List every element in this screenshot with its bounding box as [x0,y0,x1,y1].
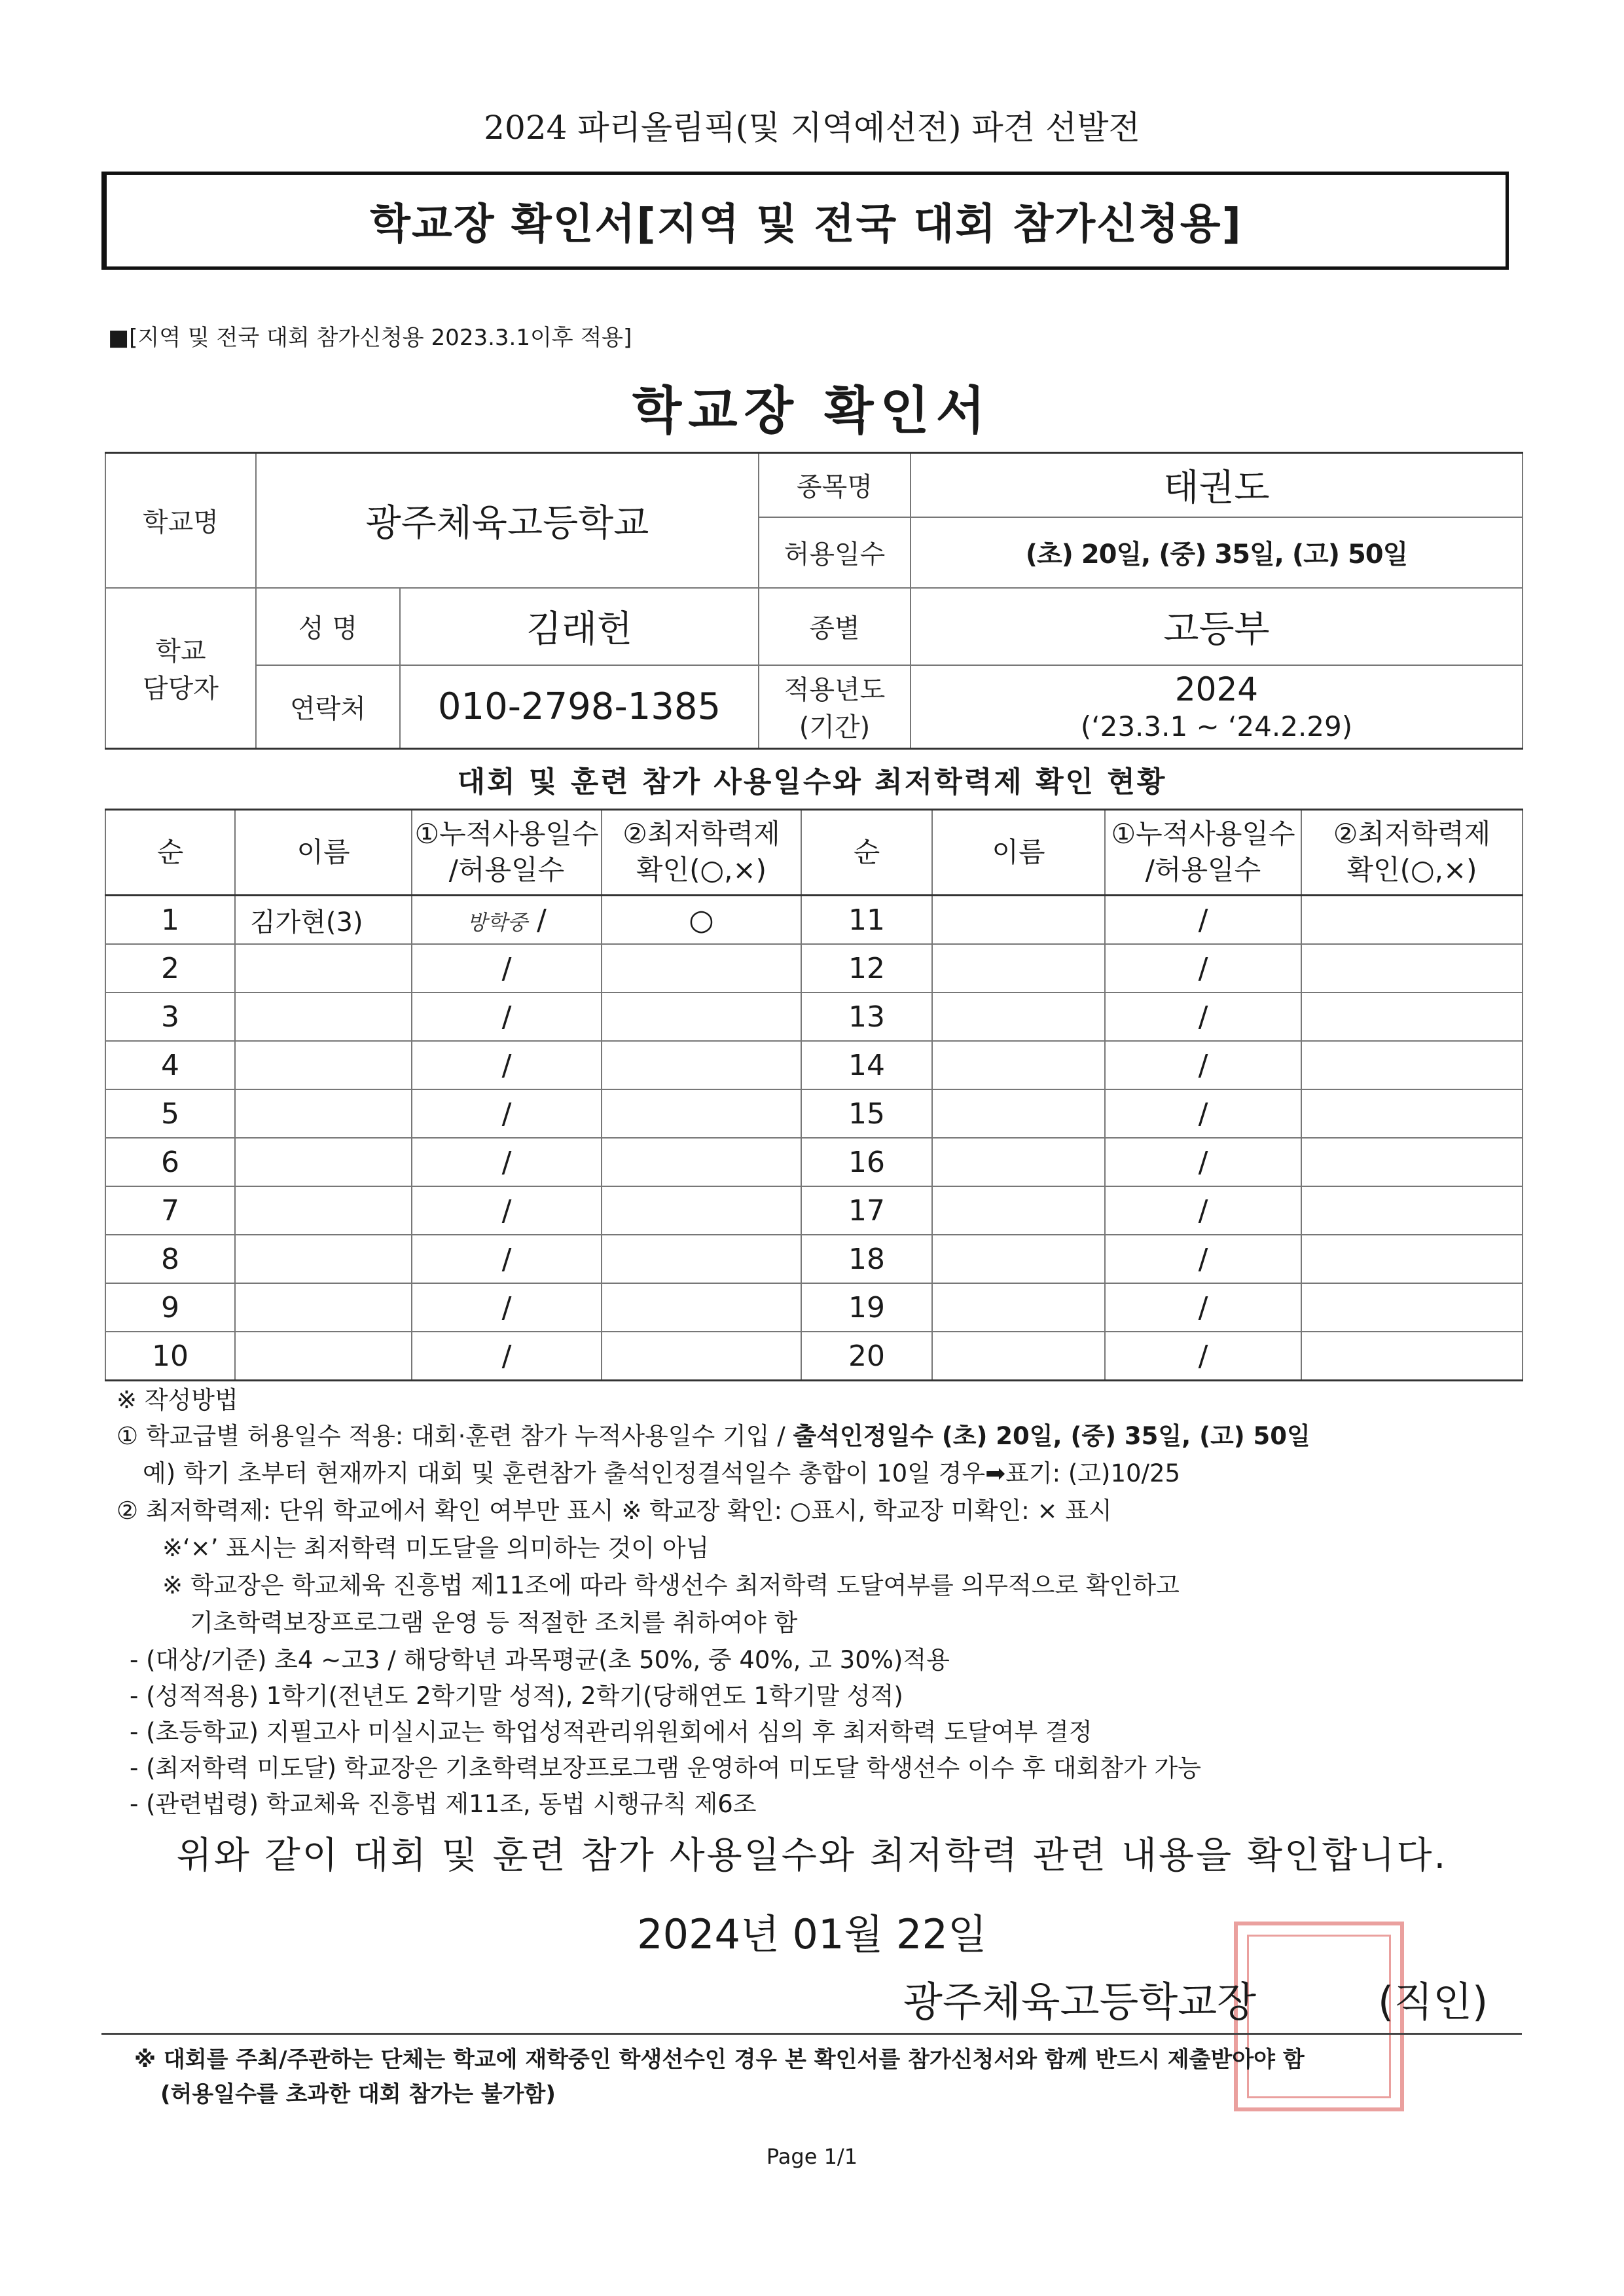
row-no: 3 [105,993,235,1041]
row-no: 8 [105,1235,235,1283]
row-no: 5 [105,1089,235,1138]
phone-label: 연락처 [256,665,400,749]
row-used-days-2: / [1105,1283,1301,1332]
used-days-slash: / [501,1339,512,1373]
row-name [235,993,412,1041]
header-min-line2-2: 확인(○,×) [1346,854,1477,886]
row-name-2 [932,993,1105,1041]
header-used-days [412,810,602,896]
row-used-days [412,1138,602,1186]
name-label: 성 명 [256,588,400,665]
school-label: 학교명 [105,453,256,588]
year-label-line2: (기간) [799,712,871,743]
row-name-2 [932,896,1105,945]
header-used-line2-2: /허용일수 [1145,854,1261,886]
header-no-2: 순 [801,810,932,896]
row-no-2: 14 [801,1041,932,1089]
footer-note-line2: (허용일수를 초과한 대회 참가는 불가함) [160,2081,556,2107]
division-value: 고등부 [911,588,1523,665]
row-min-check-2 [1301,1089,1523,1138]
athlete-table [105,809,1523,1381]
row-no-2: 12 [801,944,932,993]
row-used-days-2: / [1105,896,1301,945]
year-label-line1: 적용년도 [784,675,886,706]
table-row [105,944,1523,993]
row-no-2: 20 [801,1332,932,1381]
school-value: 광주체육고등학교 [256,453,759,588]
applicability-note: ■[지역 및 전국 대회 참가신청용 2023.3.1이후 적용] [108,325,632,351]
row-used-days-2: / [1105,1089,1301,1138]
allowed-days-value: (초) 20일, (중) 35일, (고) 50일 [911,517,1523,588]
section-title: 대회 및 훈련 참가 사용일수와 최저학력제 확인 현황 [457,765,1167,799]
row-min-check-2 [1301,993,1523,1041]
row-name-2 [932,1283,1105,1332]
instruction-line-5: ※ 학교장은 학교체육 진흥법 제11조에 따라 학생선수 최저학력 도달여부를 의무적으로 확인하고 [162,1571,1180,1599]
contact-label [105,588,256,749]
row-name-2 [932,1138,1105,1186]
row-no: 10 [105,1332,235,1381]
header-name-2: 이름 [932,810,1105,896]
boxed-title: 학교장 확인서[지역 및 전국 대회 참가신청용] [101,172,1509,270]
row-name: 김가현(3) [235,896,412,945]
row-min-check [602,944,801,993]
name-value: 김래헌 [400,588,759,665]
row-name-2 [932,1041,1105,1089]
row-name-2 [932,1332,1105,1381]
row-used-days [412,1186,602,1235]
row-min-check [602,1332,801,1381]
sport-label: 종목명 [759,453,911,517]
row-name [235,1138,412,1186]
table-row [105,1332,1523,1381]
row-min-check-2 [1301,896,1523,945]
instruction-line-4: ※‘×’ 표시는 최저학력 미도달을 의미하는 것이 아님 [162,1534,710,1562]
used-days-handwriting: 방학중 [467,909,528,935]
instruction-line-2: 예) 학기 초부터 현재까지 대회 및 훈련참가 출석인정결석일수 총합이 10일 경우➡표기: (고)10/25 [143,1459,1181,1487]
instruction-line-8: - (성적적용) 1학기(전년도 2학기말 성적), 2학기(당해연도 1학기말 성적) [130,1682,903,1710]
row-name [235,1186,412,1235]
row-name [235,1283,412,1332]
row-name-2 [932,1235,1105,1283]
row-used-days [412,1283,602,1332]
header-min-line2: 확인(○,×) [636,854,767,886]
row-min-check-2 [1301,1041,1523,1089]
signing-date: 2024년 01월 22일 [637,1910,987,1958]
header-name: 이름 [235,810,412,896]
document-title: 학교장 확인서 [632,382,992,441]
used-days-slash: / [536,903,547,937]
row-min-check [602,993,801,1041]
row-name [235,944,412,993]
instruction-line-1-bold: 출석인정일수 (초) 20일, (중) 35일, (고) 50일 [793,1422,1310,1450]
phone-value: 010-2798-1385 [400,665,759,749]
row-name [235,1332,412,1381]
used-days-slash: / [501,1242,512,1276]
table-row [105,1089,1523,1138]
division-label: 종별 [759,588,911,665]
table-row [105,896,1523,945]
row-used-days [412,1089,602,1138]
row-used-days [412,993,602,1041]
table-row [105,1041,1523,1089]
instruction-line-1 [117,1416,1310,1451]
row-min-check [602,1186,801,1235]
header-used-line1: ①누적사용일수 [414,818,599,850]
row-no: 1 [105,896,235,945]
row-name-2 [932,1089,1105,1138]
row-no: 4 [105,1041,235,1089]
row-used-days [412,896,602,945]
row-used-days [412,944,602,993]
sport-value: 태권도 [911,453,1523,517]
instruction-line-3: ② 최저학력제: 단위 학교에서 확인 여부만 표시 ※ 학교장 확인: ○표시, 학교장 미확인: × 표시 [117,1497,1112,1525]
year-label [759,665,911,749]
footer-note [134,2043,1305,2111]
row-no-2: 16 [801,1138,932,1186]
principal-signature: 광주체육고등학교장 [903,1978,1257,2026]
used-days-slash: / [501,1000,512,1034]
row-name-2 [932,1186,1105,1235]
row-min-check-2 [1301,1138,1523,1186]
top-title: 2024 파리올림픽(및 지역예선전) 파견 선발전 [484,109,1140,147]
header-min-line1: ②최저학력제 [623,818,780,850]
row-min-check-2 [1301,1332,1523,1381]
row-no-2: 11 [801,896,932,945]
instruction-line-6: 기초학력보장프로그램 운영 등 적절한 조치를 취하여야 함 [190,1609,798,1637]
used-days-slash: / [501,1097,512,1131]
instruction-line-9: - (초등학교) 지필고사 미실시교는 학업성적관리위원회에서 심의 후 최저학력 도달여부 결정 [130,1718,1092,1746]
row-name-2 [932,944,1105,993]
header-used-line2: /허용일수 [448,854,565,886]
info-table [105,452,1523,750]
row-no-2: 17 [801,1186,932,1235]
row-min-check [602,1138,801,1186]
row-used-days [412,1041,602,1089]
instructions-title: ※ 작성방법 [117,1386,238,1414]
footer-note-line1: ※ 대회를 주최/주관하는 단체는 학교에 재학중인 학생선수인 경우 본 확인서를 참가신청서와 함께 반드시 제출받아야 함 [134,2047,1305,2073]
table-row [105,1186,1523,1235]
used-days-slash: / [501,1194,512,1228]
page-number: Page 1/1 [766,2144,858,2169]
row-no: 9 [105,1283,235,1332]
header-used-line1-2: ①누적사용일수 [1111,818,1295,850]
row-no: 2 [105,944,235,993]
row-used-days [412,1332,602,1381]
row-no-2: 15 [801,1089,932,1138]
row-used-days-2: / [1105,944,1301,993]
footer-divider [101,2033,1522,2035]
row-min-check [602,1089,801,1138]
row-used-days-2: / [1105,1041,1301,1089]
row-min-check [602,1041,801,1089]
row-min-check-2 [1301,1186,1523,1235]
contact-label-line2: 담당자 [143,674,219,704]
instruction-line-11: - (관련법령) 학교체육 진흥법 제11조, 동법 시행규칙 제6조 [130,1790,757,1818]
row-name [235,1089,412,1138]
header-min-achievement [602,810,801,896]
header-used-days-2 [1105,810,1301,896]
year-value-year: 2024 [1174,670,1259,708]
instruction-line-1-text: ① 학교급별 허용일수 적용: 대회·훈련 참가 누적사용일수 기입 / [117,1422,793,1450]
allowed-days-label: 허용일수 [759,517,911,588]
row-min-check-2 [1301,944,1523,993]
row-no: 6 [105,1138,235,1186]
table-row [105,1235,1523,1283]
table-row [105,993,1523,1041]
header-min-line1-2: ②최저학력제 [1333,818,1491,850]
header-no: 순 [105,810,235,896]
row-min-check [602,1283,801,1332]
header-min-achievement-2 [1301,810,1523,896]
row-used-days-2: / [1105,1186,1301,1235]
row-min-check: ○ [602,896,801,945]
row-used-days-2: / [1105,1332,1301,1381]
confirmation-statement: 위와 같이 대회 및 훈련 참가 사용일수와 최저학력 관련 내용을 확인합니다. [176,1834,1448,1877]
row-name [235,1041,412,1089]
used-days-slash: / [501,1290,512,1324]
row-no-2: 13 [801,993,932,1041]
table-row [105,1283,1523,1332]
year-value-period: (‘23.3.1 ~ ‘24.2.29) [1080,710,1353,743]
row-no-2: 19 [801,1283,932,1332]
used-days-slash: / [501,1145,512,1179]
table-header-row [105,810,1523,896]
used-days-slash: / [501,951,512,985]
row-used-days [412,1235,602,1283]
row-no: 7 [105,1186,235,1235]
row-min-check-2 [1301,1235,1523,1283]
seal-label: (직인) [1378,1978,1489,2026]
table-row [105,1138,1523,1186]
row-min-check [602,1235,801,1283]
row-min-check-2 [1301,1283,1523,1332]
used-days-slash: / [501,1048,512,1082]
row-used-days-2: / [1105,993,1301,1041]
instruction-line-7: - (대상/기준) 초4 ~고3 / 해당학년 과목평균(초 50%, 중 40%, 고 30%)적용 [130,1646,950,1674]
row-no-2: 18 [801,1235,932,1283]
row-used-days-2: / [1105,1138,1301,1186]
row-name [235,1235,412,1283]
year-value [911,665,1523,749]
contact-label-line1: 학교 [155,636,206,667]
row-used-days-2: / [1105,1235,1301,1283]
instruction-line-10: - (최저학력 미도달) 학교장은 기초학력보장프로그램 운영하여 미도달 학생선수 이수 후 대회참가 가능 [130,1754,1202,1782]
